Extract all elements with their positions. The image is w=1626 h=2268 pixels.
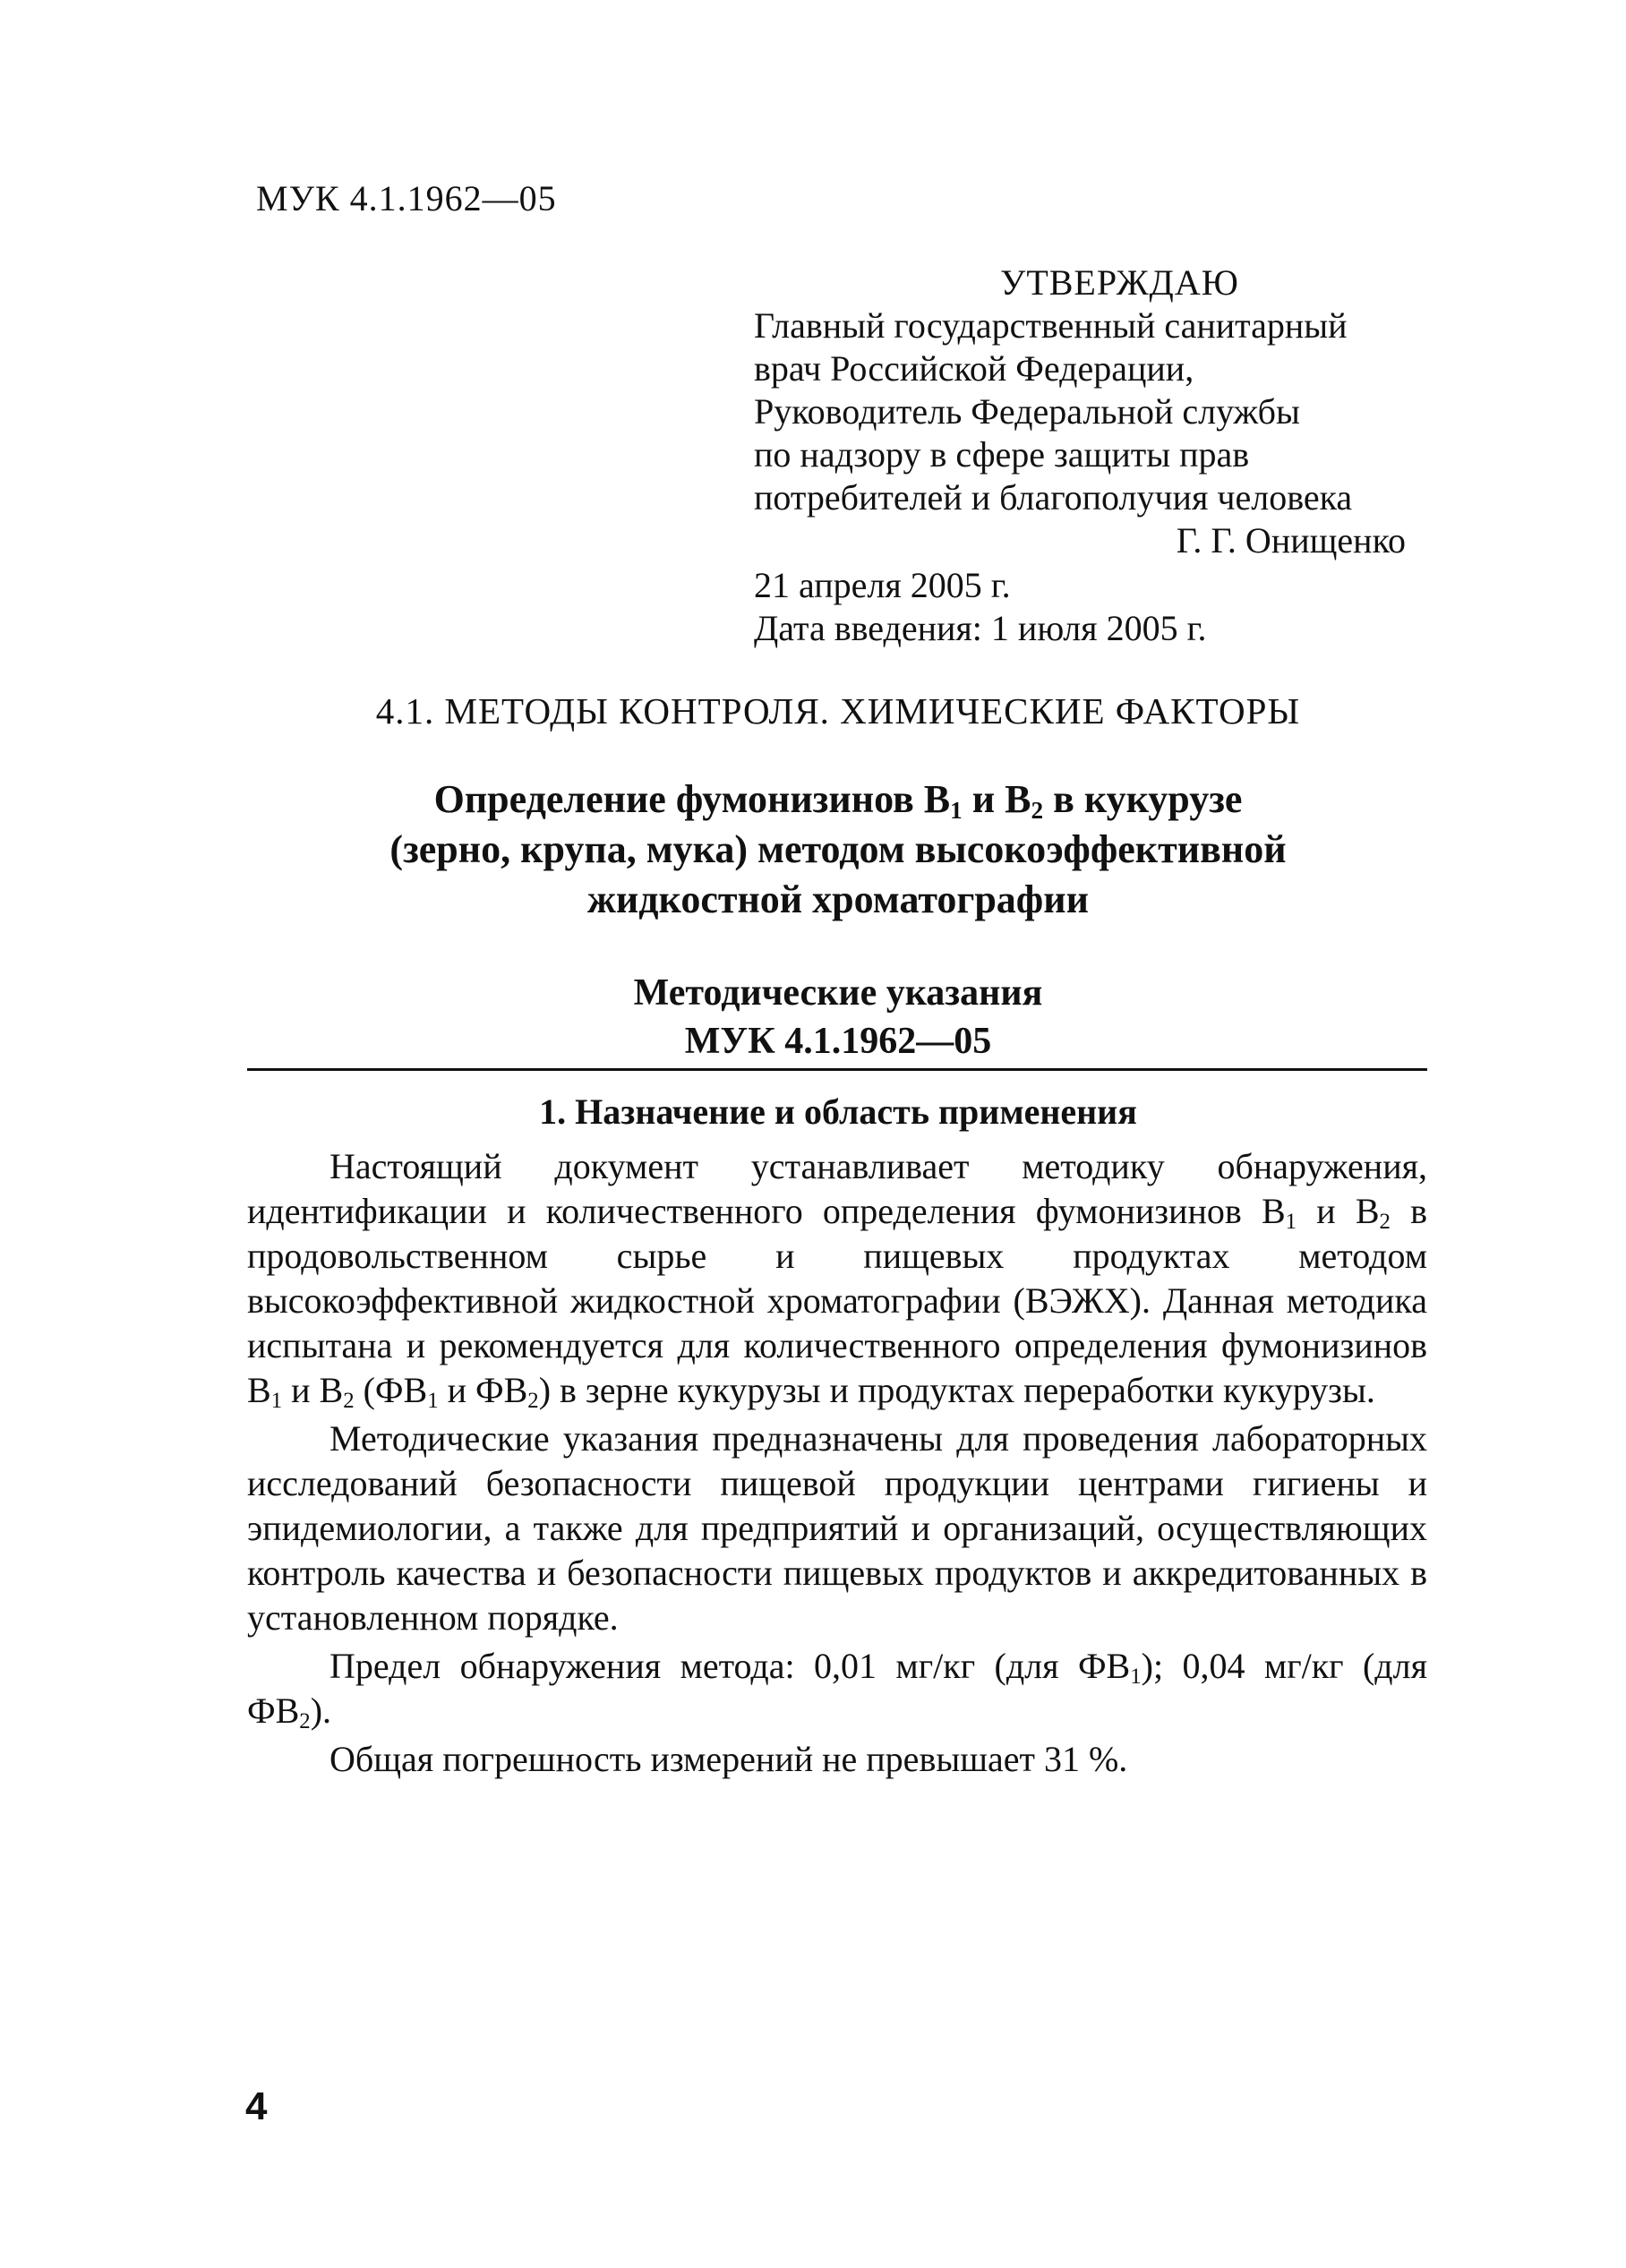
- subtitle-line-2: МУК 4.1.1962—05: [684, 1021, 992, 1062]
- approval-line: по надзору в сфере защиты прав: [754, 434, 1250, 475]
- horizontal-divider: [247, 1068, 1427, 1071]
- page-number: 4: [245, 2084, 268, 2128]
- introduction-date: Дата введения: 1 июля 2005 г.: [754, 608, 1207, 648]
- approval-date: 21 апреля 2005 г.: [754, 565, 1011, 605]
- section-category: 4.1. МЕТОДЫ КОНТРОЛЯ. ХИМИЧЕСКИЕ ФАКТОРЫ: [375, 690, 1301, 732]
- document-title: [247, 775, 1429, 925]
- title-line-2: (зерно, крупа, мука) методом высокоэффективной: [389, 827, 1287, 871]
- title-line-3: жидкостной хроматографии: [587, 877, 1089, 921]
- signatory-name: Г. Г. Онищенко: [1176, 520, 1406, 561]
- approval-heading: УТВЕРЖДАЮ: [1000, 262, 1239, 303]
- section-body: [247, 1144, 1427, 1782]
- title-line-1: Определение фумонизинов $B_1$ и $B_2$ в кукурузе: [433, 777, 1243, 824]
- approval-block: [754, 261, 1434, 650]
- approval-line: Руководитель Федеральной службы: [754, 391, 1300, 432]
- document-code: МУК 4.1.1962—05: [256, 178, 557, 218]
- paragraph-3: Предел обнаружения метода: 0,01 мг/кг (для $ФВ_1$); 0,04 мг/кг (для $ФВ_2$).: [247, 1646, 1428, 1734]
- approval-line: потребителей и благополучия человека: [754, 477, 1353, 518]
- section-heading: 1. Назначение и область применения: [539, 1091, 1137, 1132]
- approval-line: врач Российской Федерации,: [754, 348, 1194, 389]
- approval-line: Главный государственный санитарный: [754, 305, 1348, 346]
- paragraph-1: Настоящий документ устанавливает методику обнаружения, идентификации и количественного определения фумонизинов $B_1$ и $B_2$ в продовольственном сырье и пищевых продуктах методом высокоэффективной жидкостной хроматографии (ВЭЖХ). Данная методика испытана и рекомендуется для количественного определения фумонизинов $B_1$ и $B_2$ ($ФВ_1$ и $ФВ_2$) в зерне кукурузы и продуктах переработки кукурузы.: [247, 1146, 1427, 1414]
- paragraph-4: Общая погрешность измерений не превышает 31 %.: [329, 1739, 1128, 1779]
- subtitle-line-1: Методические указания: [633, 972, 1043, 1014]
- paragraph-2: Методические указания предназначены для проведения лабораторных исследований безопасности пищевой продукции центрами гигиены и эпидемиологии, а также для предприятий и организаций, осуществляющих контроль качества и безопасности пищевых продуктов и аккредитованных в установленном порядке.: [247, 1418, 1427, 1638]
- document-subtitle: [247, 969, 1429, 1066]
